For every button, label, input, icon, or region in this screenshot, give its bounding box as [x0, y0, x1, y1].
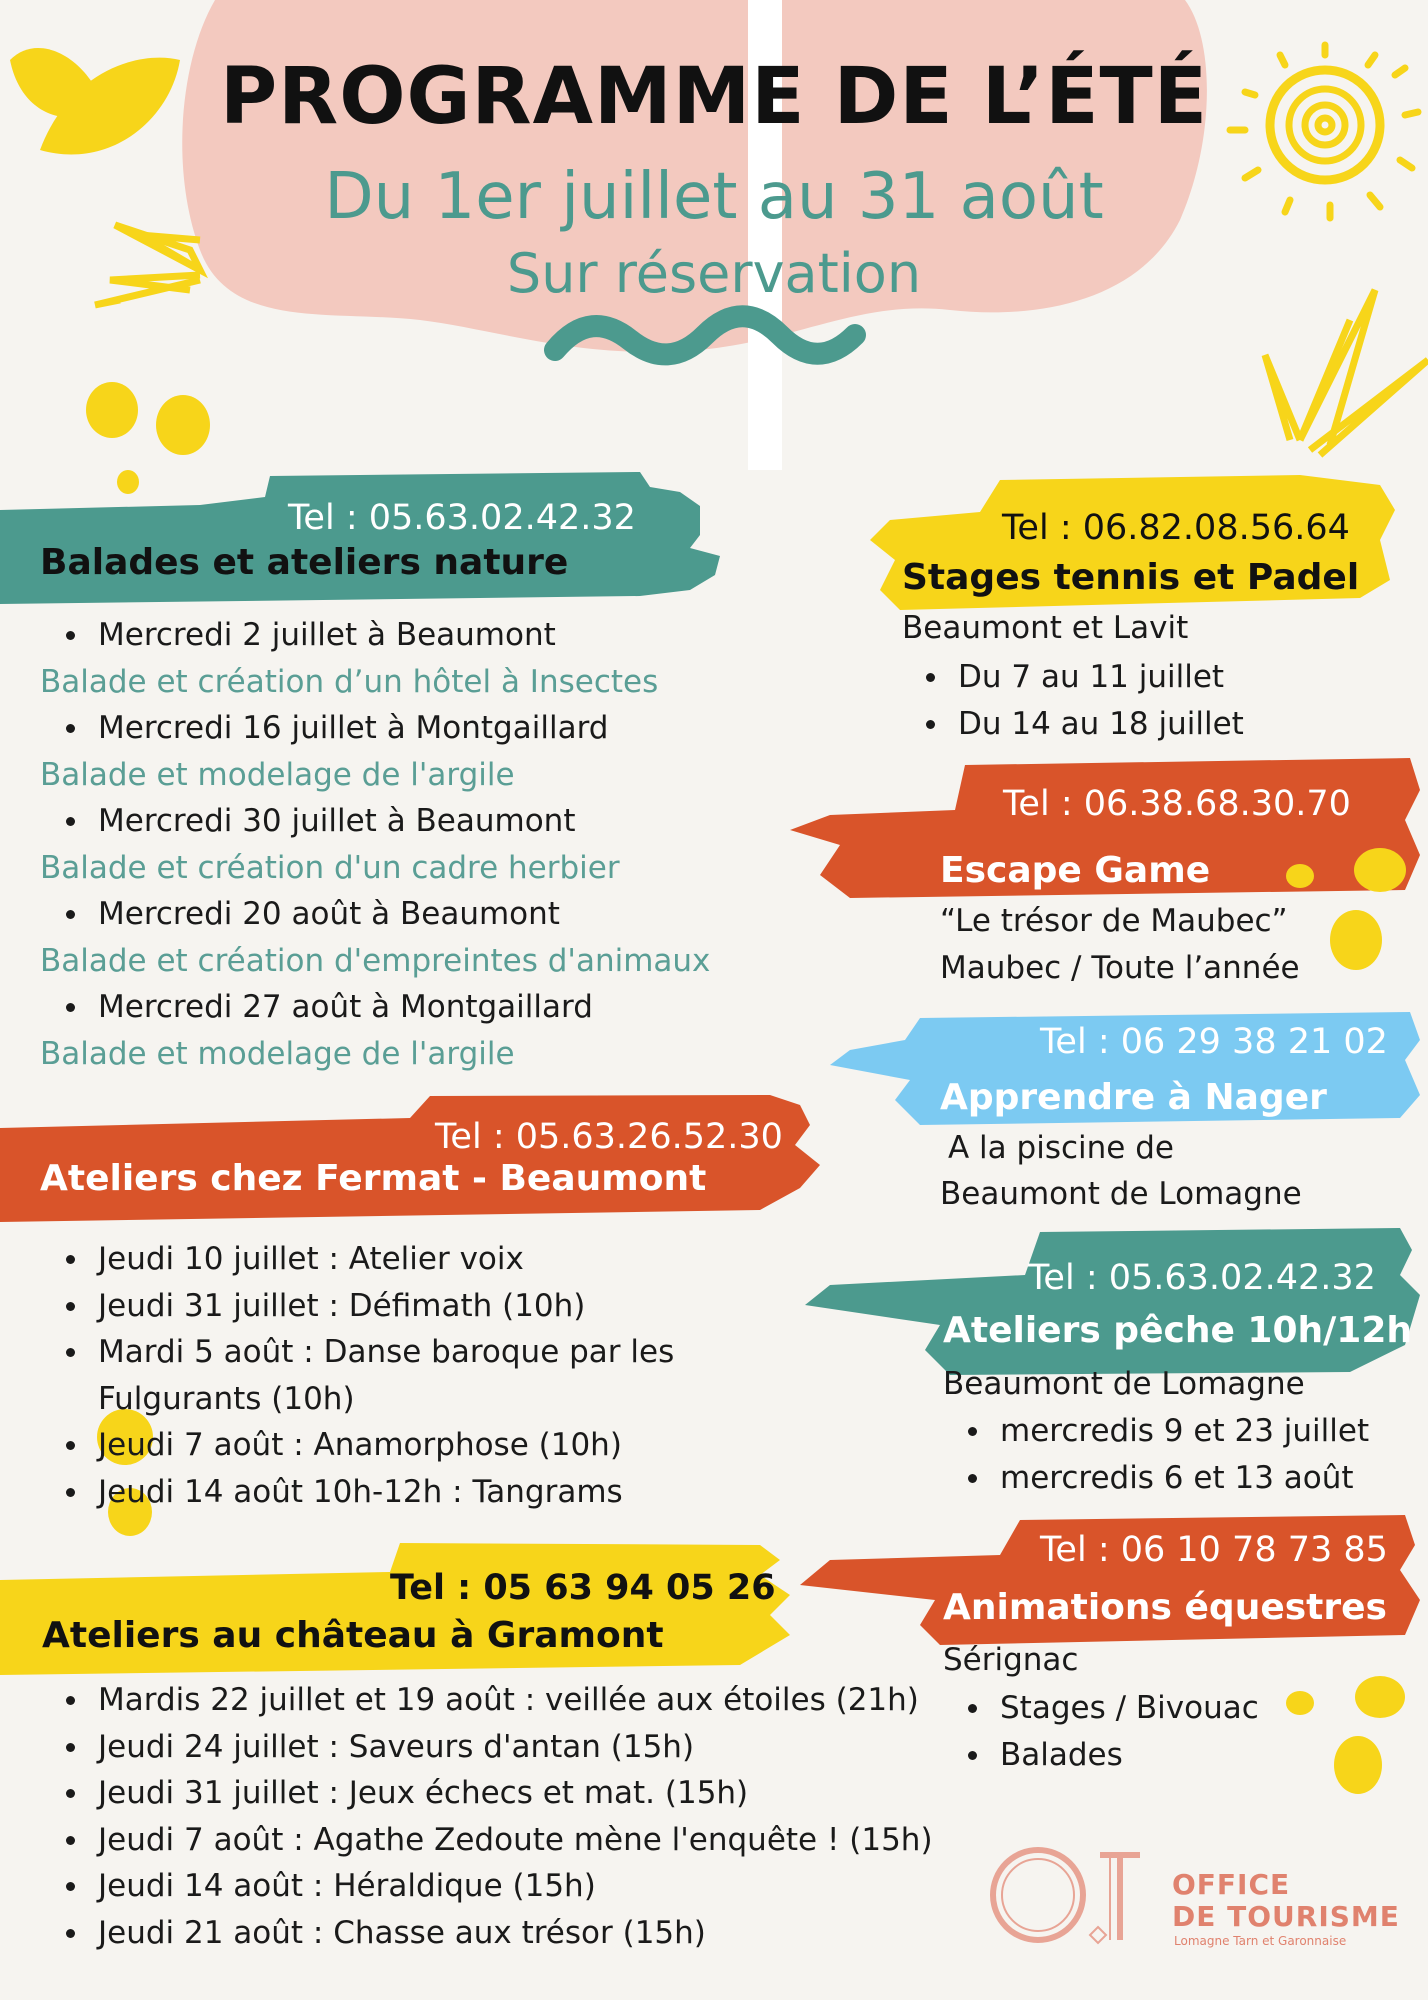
list-item-continuation: Fulgurants (10h) — [98, 1380, 355, 1417]
swim-line-2: Beaumont de Lomagne — [940, 1176, 1302, 1212]
list-item: Balades — [962, 1732, 1259, 1779]
brush-band-teal — [805, 1228, 1420, 1375]
nature-activity: Balade et création d'un cadre herbier — [40, 849, 620, 886]
equestrian-heading: Animations équestres — [943, 1587, 1387, 1628]
date-range: Du 1er juillet au 31 août — [324, 160, 1104, 234]
list-item: mercredis 9 et 23 juillet — [962, 1408, 1369, 1455]
tennis-heading: Stages tennis et Padel — [902, 557, 1360, 598]
nature-phone: Tel : 05.63.02.42.32 — [288, 498, 636, 538]
list-item: Mercredi 20 août à Beaumont — [60, 891, 730, 938]
sparkle-lines-icon — [1265, 290, 1428, 455]
page-title: PROGRAMME DE L’ÉTÉ — [219, 52, 1208, 142]
nature-heading: Balades et ateliers nature — [40, 542, 569, 583]
escape-location: Maubec / Toute l’année — [940, 950, 1300, 986]
fermat-heading: Ateliers chez Fermat - Beaumont — [40, 1158, 707, 1199]
list-item: Du 7 au 11 juillet — [920, 654, 1244, 701]
list-item: Jeudi 31 juillet : Défimath (10h) — [60, 1283, 674, 1330]
swim-line-1: A la piscine de — [948, 1130, 1174, 1166]
list-item: Jeudi 10 juillet : Atelier voix — [60, 1236, 674, 1283]
list-item: mercredis 6 et 13 août — [962, 1455, 1369, 1502]
nature-activity: Balade et création d'empreintes d'animaux — [40, 942, 711, 979]
list-item: Mercredi 27 août à Montgaillard — [60, 984, 730, 1031]
fishing-heading: Ateliers pêche 10h/12h — [943, 1310, 1413, 1351]
fishing-list — [962, 1408, 1369, 1501]
escape-phone: Tel : 06.38.68.30.70 — [1003, 784, 1351, 824]
list-item: Stages / Bivouac — [962, 1685, 1259, 1732]
list-item: Mercredi 30 juillet à Beaumont — [60, 798, 730, 845]
list-item: Jeudi 31 juillet : Jeux échecs et mat. (15h) — [60, 1770, 933, 1817]
list-item: Jeudi 24 juillet : Saveurs d'antan (15h) — [60, 1724, 933, 1771]
escape-title: “Le trésor de Maubec” — [940, 903, 1288, 939]
swim-phone: Tel : 06 29 38 21 02 — [1040, 1022, 1388, 1062]
equestrian-phone: Tel : 06 10 78 73 85 — [1040, 1530, 1388, 1570]
office-tourisme-logo-icon — [993, 1850, 1140, 1943]
tennis-list — [920, 654, 1244, 747]
fishing-place: Beaumont de Lomagne — [943, 1366, 1305, 1402]
yellow-dot — [86, 382, 138, 438]
fermat-phone: Tel : 05.63.26.52.30 — [435, 1117, 783, 1157]
list-item: Mercredi 2 juillet à Beaumont — [60, 612, 730, 659]
list-item: Jeudi 21 août : Chasse aux trésor (15h) — [60, 1910, 933, 1957]
swim-heading: Apprendre à Nager — [940, 1077, 1327, 1118]
list-item: Mardis 22 juillet et 19 août : veillée aux étoiles (21h) — [60, 1677, 933, 1724]
booking-note: Sur réservation — [506, 242, 922, 305]
fishing-phone: Tel : 05.63.02.42.32 — [1028, 1258, 1376, 1298]
logo-line-2: DE TOURISME — [1172, 1900, 1400, 1933]
yellow-dot — [1334, 1736, 1382, 1794]
nature-activity: Balade et modelage de l'argile — [40, 756, 515, 793]
gramont-phone: Tel : 05 63 94 05 26 — [390, 1568, 776, 1608]
nature-activity: Balade et création d’un hôtel à Insectes — [40, 663, 659, 700]
equestrian-list — [962, 1685, 1259, 1778]
list-item: Jeudi 7 août : Agathe Zedoute mène l'enquête ! (15h) — [60, 1817, 933, 1864]
equestrian-place: Sérignac — [943, 1642, 1079, 1678]
yellow-dot — [1355, 1676, 1405, 1718]
fermat-list — [60, 1236, 674, 1515]
yellow-dot — [1330, 910, 1382, 970]
list-item: Mercredi 16 juillet à Montgaillard — [60, 705, 730, 752]
tennis-place: Beaumont et Lavit — [902, 610, 1189, 646]
brush-band-teal — [0, 472, 720, 604]
yellow-dot — [156, 395, 210, 455]
gramont-list — [60, 1677, 933, 1956]
list-item: Jeudi 7 août : Anamorphose (10h) — [60, 1422, 674, 1469]
yellow-dot — [117, 470, 139, 494]
yellow-dot — [1354, 848, 1406, 892]
gramont-heading: Ateliers au château à Gramont — [42, 1615, 664, 1656]
list-item: Jeudi 14 août : Héraldique (15h) — [60, 1863, 933, 1910]
logo-line-1: OFFICE — [1172, 1868, 1291, 1901]
nature-activity: Balade et modelage de l'argile — [40, 1035, 515, 1072]
nature-list — [40, 612, 710, 1077]
yellow-dot — [1286, 1691, 1314, 1715]
logo-mark-text: O.T — [990, 1955, 1007, 1966]
yellow-dot — [1286, 864, 1314, 888]
logo-tagline: Lomagne Tarn et Garonnaise — [1174, 1934, 1347, 1948]
list-item: Du 14 au 18 juillet — [920, 701, 1244, 748]
list-item: Mardi 5 août : Danse baroque par les — [60, 1329, 674, 1376]
escape-heading: Escape Game — [940, 850, 1211, 891]
tennis-phone: Tel : 06.82.08.56.64 — [1002, 508, 1350, 548]
list-item: Jeudi 14 août 10h-12h : Tangrams — [60, 1469, 674, 1516]
